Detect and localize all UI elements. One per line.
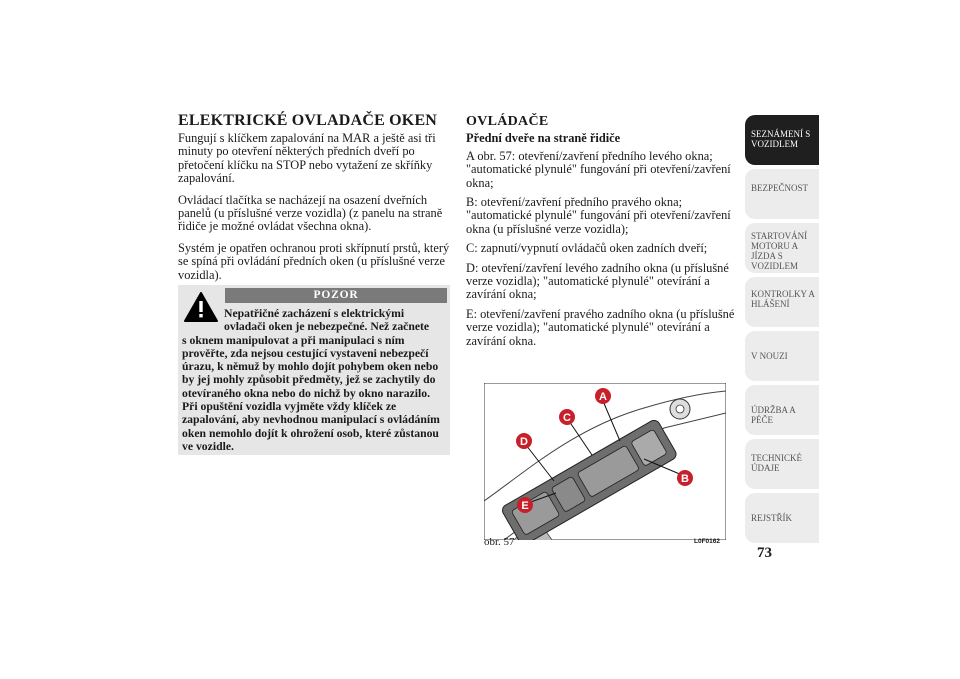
- figure-code: L0F0162: [694, 538, 721, 545]
- window-switch-illustration: [484, 383, 726, 540]
- paragraph: Systém je opatřen ochranou proti skřípnutí prstů, který se spíná při ovládání předních oken (u příslušné verze vozidla).: [178, 240, 450, 282]
- label-e: [517, 497, 533, 513]
- tab-seznameni[interactable]: SEZNÁMENÍ S VOZIDLEM: [745, 115, 819, 165]
- control-item: C: zapnutí/vypnutí ovládačů oken zadních dveří;: [466, 241, 708, 256]
- tab-udrzba[interactable]: ÚDRŽBA A PÉČE: [745, 385, 819, 435]
- section-title: ELEKTRICKÉ OVLADAČE OKEN: [178, 112, 438, 129]
- tab-rejstrik[interactable]: REJSTŘÍK: [745, 493, 819, 543]
- paragraph: Fungují s klíčkem zapalování na MAR a ještě asi tři minuty po otevření některých předních dveří po přetočení klíčku na STOP nebo vytažení ze skříňky zapalování.: [178, 131, 436, 186]
- control-item: D: otevření/zavření levého zadního okna (u příslušné verze vozidla); "automatické plynulé" otevírání a zavírání okna;: [466, 260, 729, 302]
- control-item: E: otevření/zavření pravého zadního okna (u příslušné verze vozidla); "automatické plynulé" otevírání a zavírání okna.: [466, 306, 735, 348]
- controls-subtitle: Přední dveře na straně řidiče: [466, 131, 621, 146]
- controls-section: [466, 115, 741, 354]
- tab-v-nouzi[interactable]: V NOUZI: [745, 331, 819, 381]
- control-item: A obr. 57: otevření/zavření předního levého okna; "automatické plynulé" fungování při otevření/zavření okna;: [466, 148, 731, 190]
- warning-text-rest: s oknem manipulovat a při manipulaci s ním prověřte, zda nejsou cestující vystaveni nebezpečí úrazu, k němuž by mohlo dojít pohybem oken nebo by jej mohly způsobit předměty, jež se zachytily do otevíraného okna nebo do nichž by okno narazilo. Při opuštění vozidla vyjměte vždy klíček ze zapalování, aby nevhodnou manipulací s ovládáním oken nemohlo dojít k ohrožení osob, které zůstanou ve vozidle.: [182, 333, 440, 453]
- figure-window-switches: [484, 383, 726, 540]
- page-number: 73: [757, 545, 772, 561]
- label-b-text: B: [681, 473, 689, 485]
- warning-box: [178, 285, 450, 455]
- warning-text: [182, 307, 448, 453]
- label-a-text: A: [599, 391, 607, 403]
- warning-text-first: Nepatřičné zacházení s elektrickými ovladači oken je nebezpečné. Než začnete: [224, 307, 430, 334]
- intro-text: [178, 132, 450, 290]
- label-b: [677, 470, 693, 486]
- tab-startovani[interactable]: STARTOVÁNÍ MOTORU A JÍZDA S VOZIDLEM: [745, 223, 819, 273]
- control-item: B: otevření/zavření předního pravého okna; "automatické plynulé" fungování při otevření/zavření okna (u příslušné verze vozidla);: [466, 195, 731, 236]
- paragraph: Ovládací tlačítka se nacházejí na osazení dveřních panelů (u příslušné verze vozidla) (z panelu na straně řidiče je možné ovládat všechna okna).: [178, 192, 443, 234]
- controls-title: OVLÁDAČE: [466, 114, 549, 129]
- warning-label: POZOR: [225, 288, 447, 303]
- label-d: [516, 433, 532, 449]
- label-a: [595, 388, 611, 404]
- tab-technicke[interactable]: TECHNICKÉ ÚDAJE: [745, 439, 819, 489]
- figure-caption: obr. 57: [484, 536, 515, 548]
- label-d-text: D: [520, 436, 528, 448]
- tab-bezpecnost[interactable]: BEZPEČNOST: [745, 169, 819, 219]
- label-c: [559, 409, 575, 425]
- label-c-text: C: [563, 412, 571, 424]
- tab-kontrolky[interactable]: KONTROLKY A HLÁŠENÍ: [745, 277, 819, 327]
- label-e-text: E: [521, 500, 529, 512]
